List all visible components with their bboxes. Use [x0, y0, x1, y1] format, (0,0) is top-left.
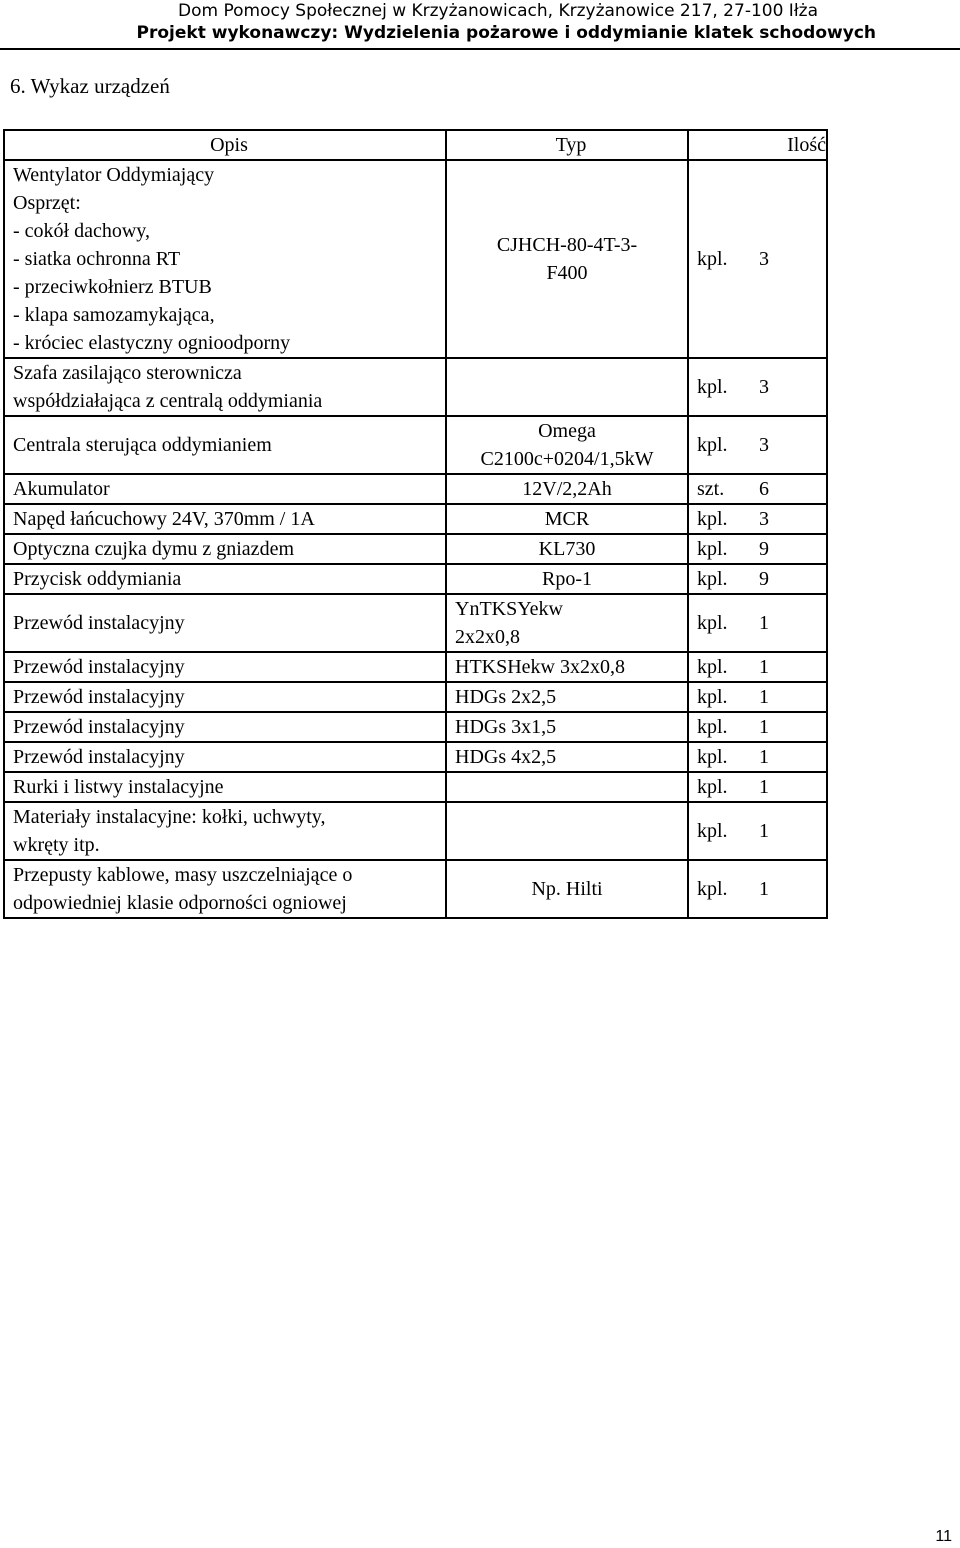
- typ-line: KL730: [538, 538, 596, 560]
- opis-line: Optyczna czujka dymu z gniazdem: [13, 538, 294, 560]
- unit-label: kpl.: [697, 776, 728, 798]
- table-row: [4, 742, 827, 772]
- table-row: [4, 712, 827, 742]
- table-row: [4, 358, 827, 416]
- cell-ilosc: [688, 474, 827, 504]
- opis-line: wkręty itp.: [13, 834, 100, 856]
- cell-typ: [446, 712, 688, 742]
- typ-line: HTKSHekw 3x2x0,8: [455, 656, 625, 678]
- typ-line: 12V/2,2Ah: [522, 478, 612, 500]
- column-header-opis: Opis: [4, 130, 446, 160]
- typ-line: MCR: [544, 508, 590, 530]
- opis-line: Rurki i listwy instalacyjne: [13, 776, 224, 798]
- cell-typ: [446, 652, 688, 682]
- typ-line: Rpo-1: [542, 568, 592, 590]
- unit-label: kpl.: [697, 820, 728, 842]
- cell-ilosc: [688, 682, 827, 712]
- cell-opis: [4, 712, 446, 742]
- quantity-value: 1: [759, 686, 769, 708]
- quantity-value: 1: [759, 656, 769, 678]
- equipment-table: [3, 129, 828, 919]
- quantity-value: 3: [759, 508, 769, 530]
- cell-opis: [4, 802, 446, 860]
- opis-line: Osprzęt:: [13, 192, 81, 214]
- quantity-value: 1: [759, 612, 769, 634]
- cell-ilosc: [688, 160, 827, 358]
- opis-line: - przeciwkołnierz BTUB: [13, 276, 212, 298]
- cell-opis: [4, 564, 446, 594]
- quantity-value: 3: [759, 376, 769, 398]
- cell-typ: [446, 802, 688, 860]
- table-row: [4, 594, 827, 652]
- unit-label: kpl.: [697, 656, 728, 678]
- table-row: [4, 504, 827, 534]
- unit-label: kpl.: [697, 716, 728, 738]
- table-row: [4, 860, 827, 918]
- opis-line: Przewód instalacyjny: [13, 656, 185, 678]
- typ-line: 2x2x0,8: [455, 626, 520, 648]
- unit-label: kpl.: [697, 538, 728, 560]
- cell-typ: [446, 772, 688, 802]
- cell-typ: [446, 358, 688, 416]
- opis-line: Przewód instalacyjny: [13, 716, 185, 738]
- table-row: [4, 652, 827, 682]
- cell-typ: [446, 564, 688, 594]
- cell-ilosc: [688, 772, 827, 802]
- quantity-value: 1: [759, 820, 769, 842]
- table-row: [4, 160, 827, 358]
- cell-typ: [446, 682, 688, 712]
- cell-ilosc: [688, 504, 827, 534]
- opis-line: Napęd łańcuchowy 24V, 370mm / 1A: [13, 508, 315, 530]
- quantity-value: 1: [759, 716, 769, 738]
- cell-ilosc: [688, 712, 827, 742]
- cell-ilosc: [688, 534, 827, 564]
- cell-ilosc: [688, 802, 827, 860]
- quantity-value: 9: [759, 568, 769, 590]
- unit-label: kpl.: [697, 434, 728, 456]
- opis-line: - siatka ochronna RT: [13, 248, 181, 270]
- cell-typ: [446, 594, 688, 652]
- unit-label: kpl.: [697, 746, 728, 768]
- cell-ilosc: [688, 564, 827, 594]
- cell-typ: [446, 534, 688, 564]
- column-header-typ: Typ: [446, 130, 688, 160]
- cell-ilosc: [688, 594, 827, 652]
- table-row: [4, 682, 827, 712]
- cell-typ: [446, 504, 688, 534]
- cell-ilosc: [688, 358, 827, 416]
- typ-line: Np. Hilti: [531, 878, 603, 900]
- table-row: [4, 802, 827, 860]
- cell-opis: [4, 594, 446, 652]
- cell-opis: [4, 534, 446, 564]
- cell-ilosc: [688, 860, 827, 918]
- opis-line: - klapa samozamykająca,: [13, 304, 215, 326]
- cell-opis: [4, 860, 446, 918]
- opis-line: Przycisk oddymiania: [13, 568, 182, 590]
- unit-label: szt.: [697, 478, 725, 500]
- opis-line: Szafa zasilająco sterownicza: [13, 362, 242, 384]
- opis-line: - cokół dachowy,: [13, 220, 150, 242]
- table-body: [4, 160, 827, 918]
- quantity-value: 6: [759, 478, 769, 500]
- cell-opis: [4, 682, 446, 712]
- quantity-value: 1: [759, 776, 769, 798]
- cell-typ: [446, 160, 688, 358]
- cell-opis: [4, 160, 446, 358]
- opis-line: Akumulator: [13, 478, 110, 500]
- opis-line: Centrala sterująca oddymianiem: [13, 434, 272, 456]
- unit-label: kpl.: [697, 248, 728, 270]
- cell-opis: [4, 742, 446, 772]
- cell-opis: [4, 652, 446, 682]
- typ-line: C2100c+0204/1,5kW: [480, 448, 654, 470]
- quantity-value: 1: [759, 878, 769, 900]
- opis-line: Materiały instalacyjne: kołki, uchwyty,: [13, 806, 326, 828]
- cell-ilosc: [688, 652, 827, 682]
- opis-line: odpowiedniej klasie odporności ogniowej: [13, 892, 347, 914]
- typ-line: CJHCH-80-4T-3-: [496, 234, 638, 256]
- opis-line: Przepusty kablowe, masy uszczelniające o: [13, 864, 353, 886]
- cell-typ: [446, 860, 688, 918]
- unit-label: kpl.: [697, 376, 728, 398]
- unit-label: kpl.: [697, 612, 728, 634]
- typ-line: HDGs 2x2,5: [455, 686, 557, 708]
- cell-opis: [4, 416, 446, 474]
- unit-label: kpl.: [697, 686, 728, 708]
- table-row: [4, 534, 827, 564]
- cell-opis: [4, 772, 446, 802]
- cell-ilosc: [688, 742, 827, 772]
- page-header: [0, 0, 960, 50]
- cell-opis: [4, 504, 446, 534]
- table-row: [4, 772, 827, 802]
- opis-line: Przewód instalacyjny: [13, 612, 185, 634]
- cell-opis: [4, 474, 446, 504]
- opis-line: Przewód instalacyjny: [13, 686, 185, 708]
- header-project-title: Projekt wykonawczy: Wydzielenia pożarowe i oddymianie klatek schodowych: [136, 23, 876, 43]
- table-row: [4, 564, 827, 594]
- typ-line: Omega: [538, 420, 596, 442]
- table-row: [4, 474, 827, 504]
- table-header-row: [4, 130, 827, 160]
- typ-line: HDGs 4x2,5: [455, 746, 557, 768]
- cell-typ: [446, 474, 688, 504]
- cell-typ: [446, 416, 688, 474]
- unit-label: kpl.: [697, 878, 728, 900]
- page-number: 11: [935, 1528, 952, 1545]
- column-header-ilosc: Ilość: [688, 130, 827, 160]
- table-row: [4, 416, 827, 474]
- section-title: 6. Wykaz urządzeń: [10, 74, 170, 98]
- quantity-value: 1: [759, 746, 769, 768]
- opis-line: Wentylator Oddymiający: [13, 164, 215, 186]
- unit-label: kpl.: [697, 508, 728, 530]
- quantity-value: 3: [759, 434, 769, 456]
- opis-line: współdziałająca z centralą oddymiania: [13, 390, 323, 412]
- quantity-value: 3: [759, 248, 769, 270]
- header-institution: Dom Pomocy Społecznej w Krzyżanowicach, Krzyżanowice 217, 27-100 Iłża: [178, 1, 818, 21]
- typ-line: YnTKSYekw: [455, 598, 563, 620]
- cell-opis: [4, 358, 446, 416]
- quantity-value: 9: [759, 538, 769, 560]
- cell-ilosc: [688, 416, 827, 474]
- typ-line: HDGs 3x1,5: [455, 716, 557, 738]
- cell-typ: [446, 742, 688, 772]
- opis-line: Przewód instalacyjny: [13, 746, 185, 768]
- opis-line: - króciec elastyczny ognioodporny: [13, 332, 291, 354]
- unit-label: kpl.: [697, 568, 728, 590]
- typ-line: F400: [546, 262, 588, 284]
